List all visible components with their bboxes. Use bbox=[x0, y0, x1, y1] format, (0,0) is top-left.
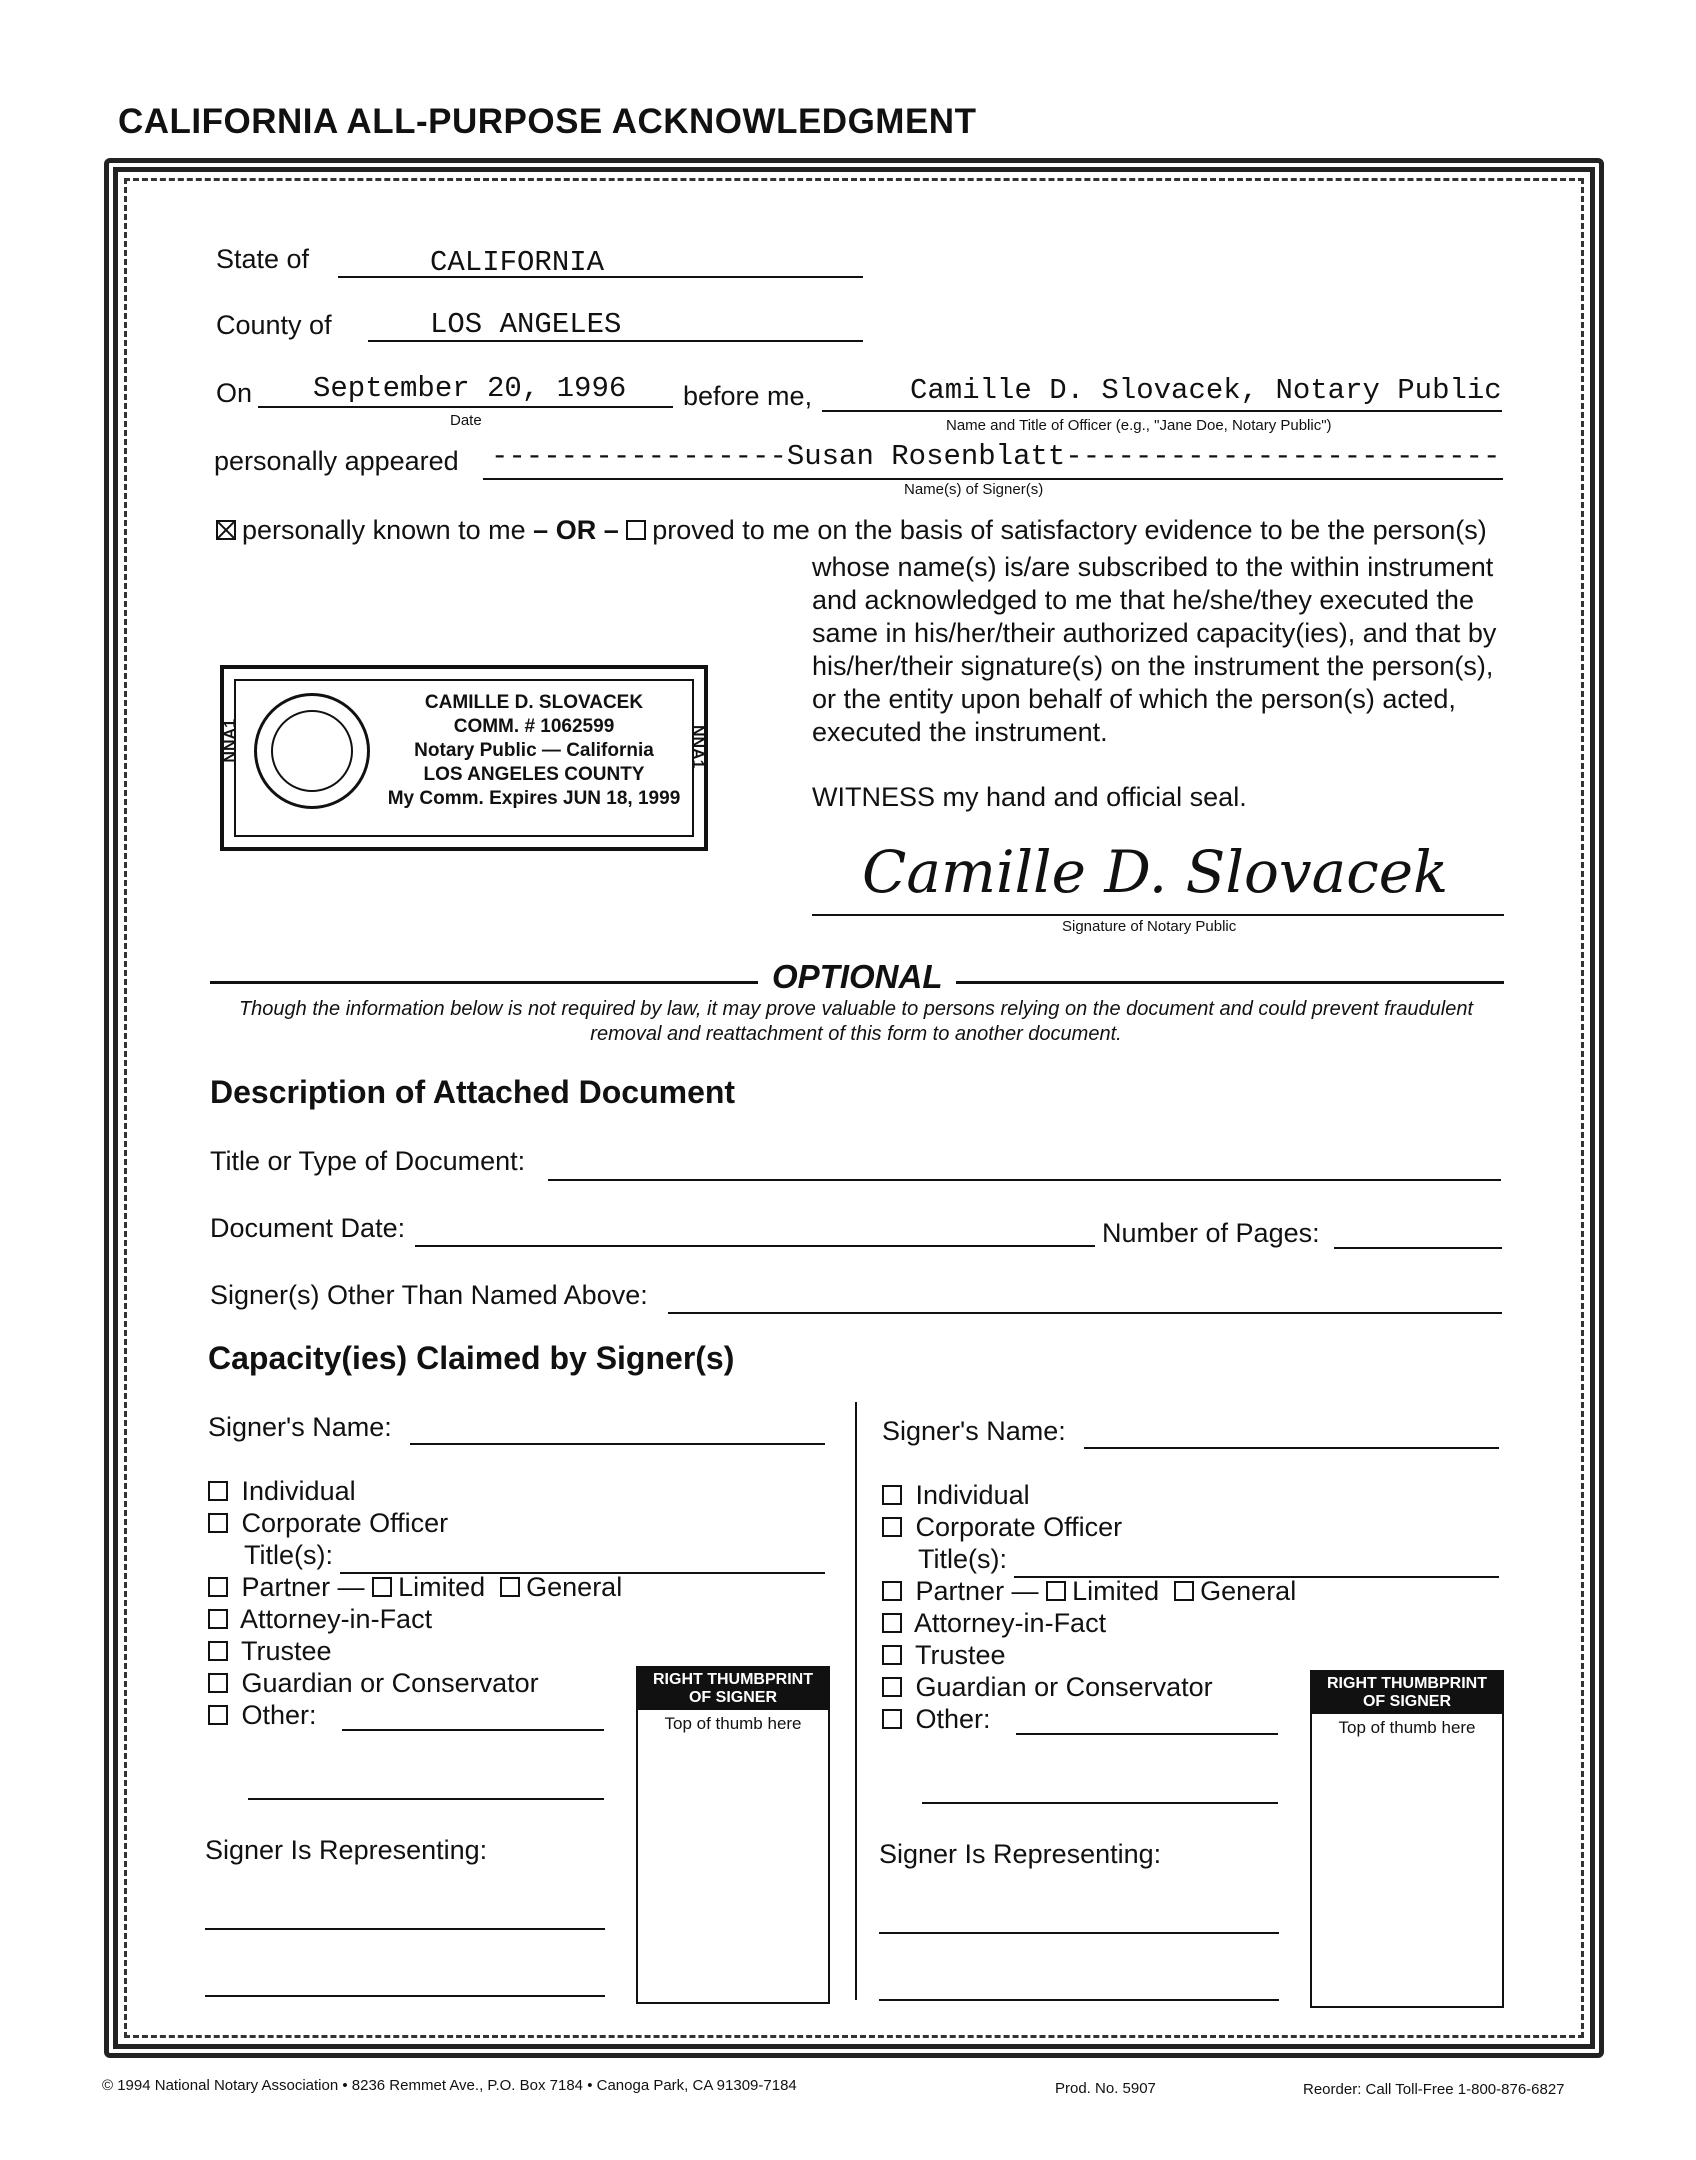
date-field[interactable] bbox=[258, 372, 673, 408]
individual-label: Individual bbox=[241, 1476, 356, 1506]
corporate-officer-checkbox[interactable] bbox=[882, 1517, 902, 1537]
representing-label: Signer Is Representing: bbox=[205, 1835, 488, 1865]
other-field-2[interactable] bbox=[922, 1784, 1278, 1804]
column-divider bbox=[855, 1402, 857, 2000]
thumbprint-box[interactable] bbox=[636, 1666, 830, 2004]
doc-date-field[interactable] bbox=[415, 1212, 1095, 1247]
notary-signature: Camille D. Slovacek bbox=[862, 838, 1449, 906]
signer-name-field[interactable] bbox=[1084, 1414, 1499, 1449]
individual-label: Individual bbox=[915, 1480, 1030, 1510]
guardian-checkbox[interactable] bbox=[208, 1673, 228, 1693]
general-checkbox[interactable] bbox=[1174, 1581, 1194, 1601]
other-field[interactable] bbox=[1016, 1719, 1278, 1735]
partner-label: Partner — bbox=[241, 1572, 365, 1602]
paragraph-line: whose name(s) is/are subscribed to the within instrument bbox=[812, 552, 1494, 582]
optional-heading: OPTIONAL bbox=[772, 958, 943, 995]
or-label: – OR – bbox=[533, 515, 619, 545]
thumbprint-sub: Top of thumb here bbox=[664, 1714, 802, 1733]
other-label: Other: bbox=[241, 1700, 317, 1730]
partner-checkbox[interactable] bbox=[882, 1581, 902, 1601]
signer-name-label: Signer's Name: bbox=[882, 1416, 1066, 1446]
signer-name-label: Signer's Name: bbox=[208, 1412, 392, 1442]
limited-label: Limited bbox=[398, 1572, 486, 1602]
signer-value: -----------------Susan Rosenblatt------------------------- bbox=[491, 440, 1501, 473]
notary-seal-stamp bbox=[220, 665, 708, 851]
trustee-checkbox[interactable] bbox=[208, 1641, 228, 1661]
other-field-2[interactable] bbox=[248, 1780, 604, 1800]
general-label: General bbox=[1200, 1576, 1297, 1606]
limited-checkbox[interactable] bbox=[372, 1577, 392, 1597]
attorney-label: Attorney-in-Fact bbox=[240, 1604, 433, 1634]
date-caption: Date bbox=[450, 412, 482, 429]
corporate-officer-label: Corporate Officer bbox=[241, 1508, 449, 1538]
witness-text: WITNESS my hand and official seal. bbox=[812, 782, 1247, 812]
on-label: On bbox=[216, 378, 253, 408]
limited-label: Limited bbox=[1072, 1576, 1160, 1606]
paragraph-line: or the entity upon behalf of which the person(s) acted, bbox=[812, 684, 1456, 714]
partner-label: Partner — bbox=[915, 1576, 1039, 1606]
date-value: September 20, 1996 bbox=[313, 372, 627, 405]
titles-label: Title(s): bbox=[244, 1540, 333, 1570]
representing-label: Signer Is Representing: bbox=[879, 1839, 1162, 1869]
representing-field[interactable] bbox=[205, 1880, 605, 1930]
titles-field[interactable] bbox=[1014, 1562, 1499, 1578]
signature-line[interactable] bbox=[812, 913, 1504, 916]
representing-field[interactable] bbox=[879, 1884, 1279, 1934]
capacity-list bbox=[208, 1475, 622, 1731]
pages-label: Number of Pages: bbox=[1102, 1218, 1320, 1248]
optional-rule-left bbox=[210, 981, 758, 984]
guardian-checkbox[interactable] bbox=[882, 1677, 902, 1697]
paragraph-line: executed the instrument. bbox=[812, 717, 1108, 747]
thumbprint-header: RIGHT THUMBPRINT OF SIGNER bbox=[638, 1668, 828, 1710]
seal-line: Notary Public — California bbox=[414, 740, 654, 761]
footer-reorder: Reorder: Call Toll-Free 1-800-876-6827 bbox=[1303, 2081, 1565, 2098]
seal-text bbox=[384, 691, 684, 811]
footer-copyright: © 1994 National Notary Association • 8236 Remmet Ave., P.O. Box 7184 • Canoga Park, CA 91309-7184 bbox=[102, 2077, 797, 2094]
trustee-checkbox[interactable] bbox=[882, 1645, 902, 1665]
seal-line: LOS ANGELES COUNTY bbox=[423, 764, 645, 785]
guardian-label: Guardian or Conservator bbox=[915, 1672, 1213, 1702]
doc-title-label: Title or Type of Document: bbox=[210, 1146, 526, 1176]
individual-checkbox[interactable] bbox=[882, 1485, 902, 1505]
footer-prod-number: Prod. No. 5907 bbox=[1055, 2080, 1156, 2097]
guardian-label: Guardian or Conservator bbox=[241, 1668, 539, 1698]
signer-field[interactable] bbox=[483, 440, 1503, 480]
seal-line: My Comm. Expires JUN 18, 1999 bbox=[387, 788, 681, 809]
capacities-heading: Capacity(ies) Claimed by Signer(s) bbox=[208, 1340, 735, 1376]
state-field[interactable] bbox=[338, 242, 863, 278]
proof-row bbox=[216, 515, 1487, 546]
paragraph-line: his/her/their signature(s) on the instrument the person(s), bbox=[812, 651, 1494, 681]
paragraph-line: and acknowledged to me that he/she/they executed the bbox=[812, 585, 1474, 615]
corporate-officer-label: Corporate Officer bbox=[915, 1512, 1123, 1542]
general-checkbox[interactable] bbox=[500, 1577, 520, 1597]
state-seal-icon bbox=[254, 693, 370, 809]
appeared-label: personally appeared bbox=[214, 446, 459, 476]
officer-field[interactable] bbox=[822, 372, 1502, 412]
thumbprint-sub: Top of thumb here bbox=[1338, 1718, 1476, 1737]
seal-side-code: NNA1 bbox=[222, 719, 239, 763]
corporate-officer-checkbox[interactable] bbox=[208, 1513, 228, 1533]
other-label: Other: bbox=[915, 1704, 991, 1734]
other-signers-label: Signer(s) Other Than Named Above: bbox=[210, 1280, 648, 1310]
known-checkbox[interactable] bbox=[216, 520, 236, 540]
thumbprint-box[interactable] bbox=[1310, 1670, 1504, 2008]
pages-field[interactable] bbox=[1334, 1214, 1502, 1249]
acknowledgment-paragraph bbox=[812, 551, 1522, 749]
trustee-label: Trustee bbox=[241, 1636, 332, 1666]
signature-caption: Signature of Notary Public bbox=[1062, 918, 1237, 935]
thumbprint-header: RIGHT THUMBPRINT OF SIGNER bbox=[1312, 1672, 1502, 1714]
state-value: CALIFORNIA bbox=[430, 246, 605, 279]
attorney-checkbox[interactable] bbox=[208, 1609, 228, 1629]
known-label: personally known to me bbox=[242, 515, 526, 545]
county-value: LOS ANGELES bbox=[430, 308, 622, 341]
description-heading: Description of Attached Document bbox=[210, 1074, 736, 1110]
before-me-label: before me, bbox=[683, 381, 813, 411]
individual-checkbox[interactable] bbox=[208, 1481, 228, 1501]
seal-side-code: NNA1 bbox=[689, 725, 706, 769]
capacity-list bbox=[882, 1479, 1296, 1735]
other-signers-field[interactable] bbox=[668, 1279, 1502, 1314]
optional-note: Though the information below is not required by law, it may prove valuable to persons relying on the document and could prevent fraudulent removal and reattachment of this form to another document. bbox=[238, 998, 1474, 1045]
proved-label: proved to me on the basis of satisfactory evidence to be the person(s) bbox=[652, 515, 1487, 545]
titles-label: Title(s): bbox=[918, 1544, 1007, 1574]
other-checkbox[interactable] bbox=[208, 1705, 228, 1725]
other-field[interactable] bbox=[342, 1715, 604, 1731]
trustee-label: Trustee bbox=[915, 1640, 1006, 1670]
doc-title-field[interactable] bbox=[548, 1146, 1501, 1181]
signer-caption: Name(s) of Signer(s) bbox=[904, 481, 1044, 498]
officer-value: Camille D. Slovacek, Notary Public bbox=[910, 374, 1502, 407]
partner-checkbox[interactable] bbox=[208, 1577, 228, 1597]
signer-name-field[interactable] bbox=[410, 1410, 825, 1445]
proved-checkbox[interactable] bbox=[626, 520, 646, 540]
limited-checkbox[interactable] bbox=[1046, 1581, 1066, 1601]
general-label: General bbox=[526, 1572, 623, 1602]
county-field[interactable] bbox=[368, 306, 863, 342]
attorney-label: Attorney-in-Fact bbox=[914, 1608, 1107, 1638]
representing-field-2[interactable] bbox=[205, 1950, 605, 1997]
seal-line: CAMILLE D. SLOVACEK bbox=[424, 692, 644, 713]
representing-field-2[interactable] bbox=[879, 1954, 1279, 2001]
officer-caption: Name and Title of Officer (e.g., "Jane Doe, Notary Public") bbox=[946, 417, 1332, 434]
titles-field[interactable] bbox=[340, 1558, 825, 1574]
other-checkbox[interactable] bbox=[882, 1709, 902, 1729]
paragraph-line: same in his/her/their authorized capacity(ies), and that by bbox=[812, 618, 1497, 648]
doc-date-label: Document Date: bbox=[210, 1213, 406, 1243]
seal-line: COMM. # 1062599 bbox=[453, 716, 615, 737]
county-label: County of bbox=[216, 310, 332, 340]
form-title: CALIFORNIA ALL-PURPOSE ACKNOWLEDGMENT bbox=[118, 102, 977, 141]
state-label: State of bbox=[216, 244, 310, 274]
optional-rule-right bbox=[956, 981, 1504, 984]
attorney-checkbox[interactable] bbox=[882, 1613, 902, 1633]
